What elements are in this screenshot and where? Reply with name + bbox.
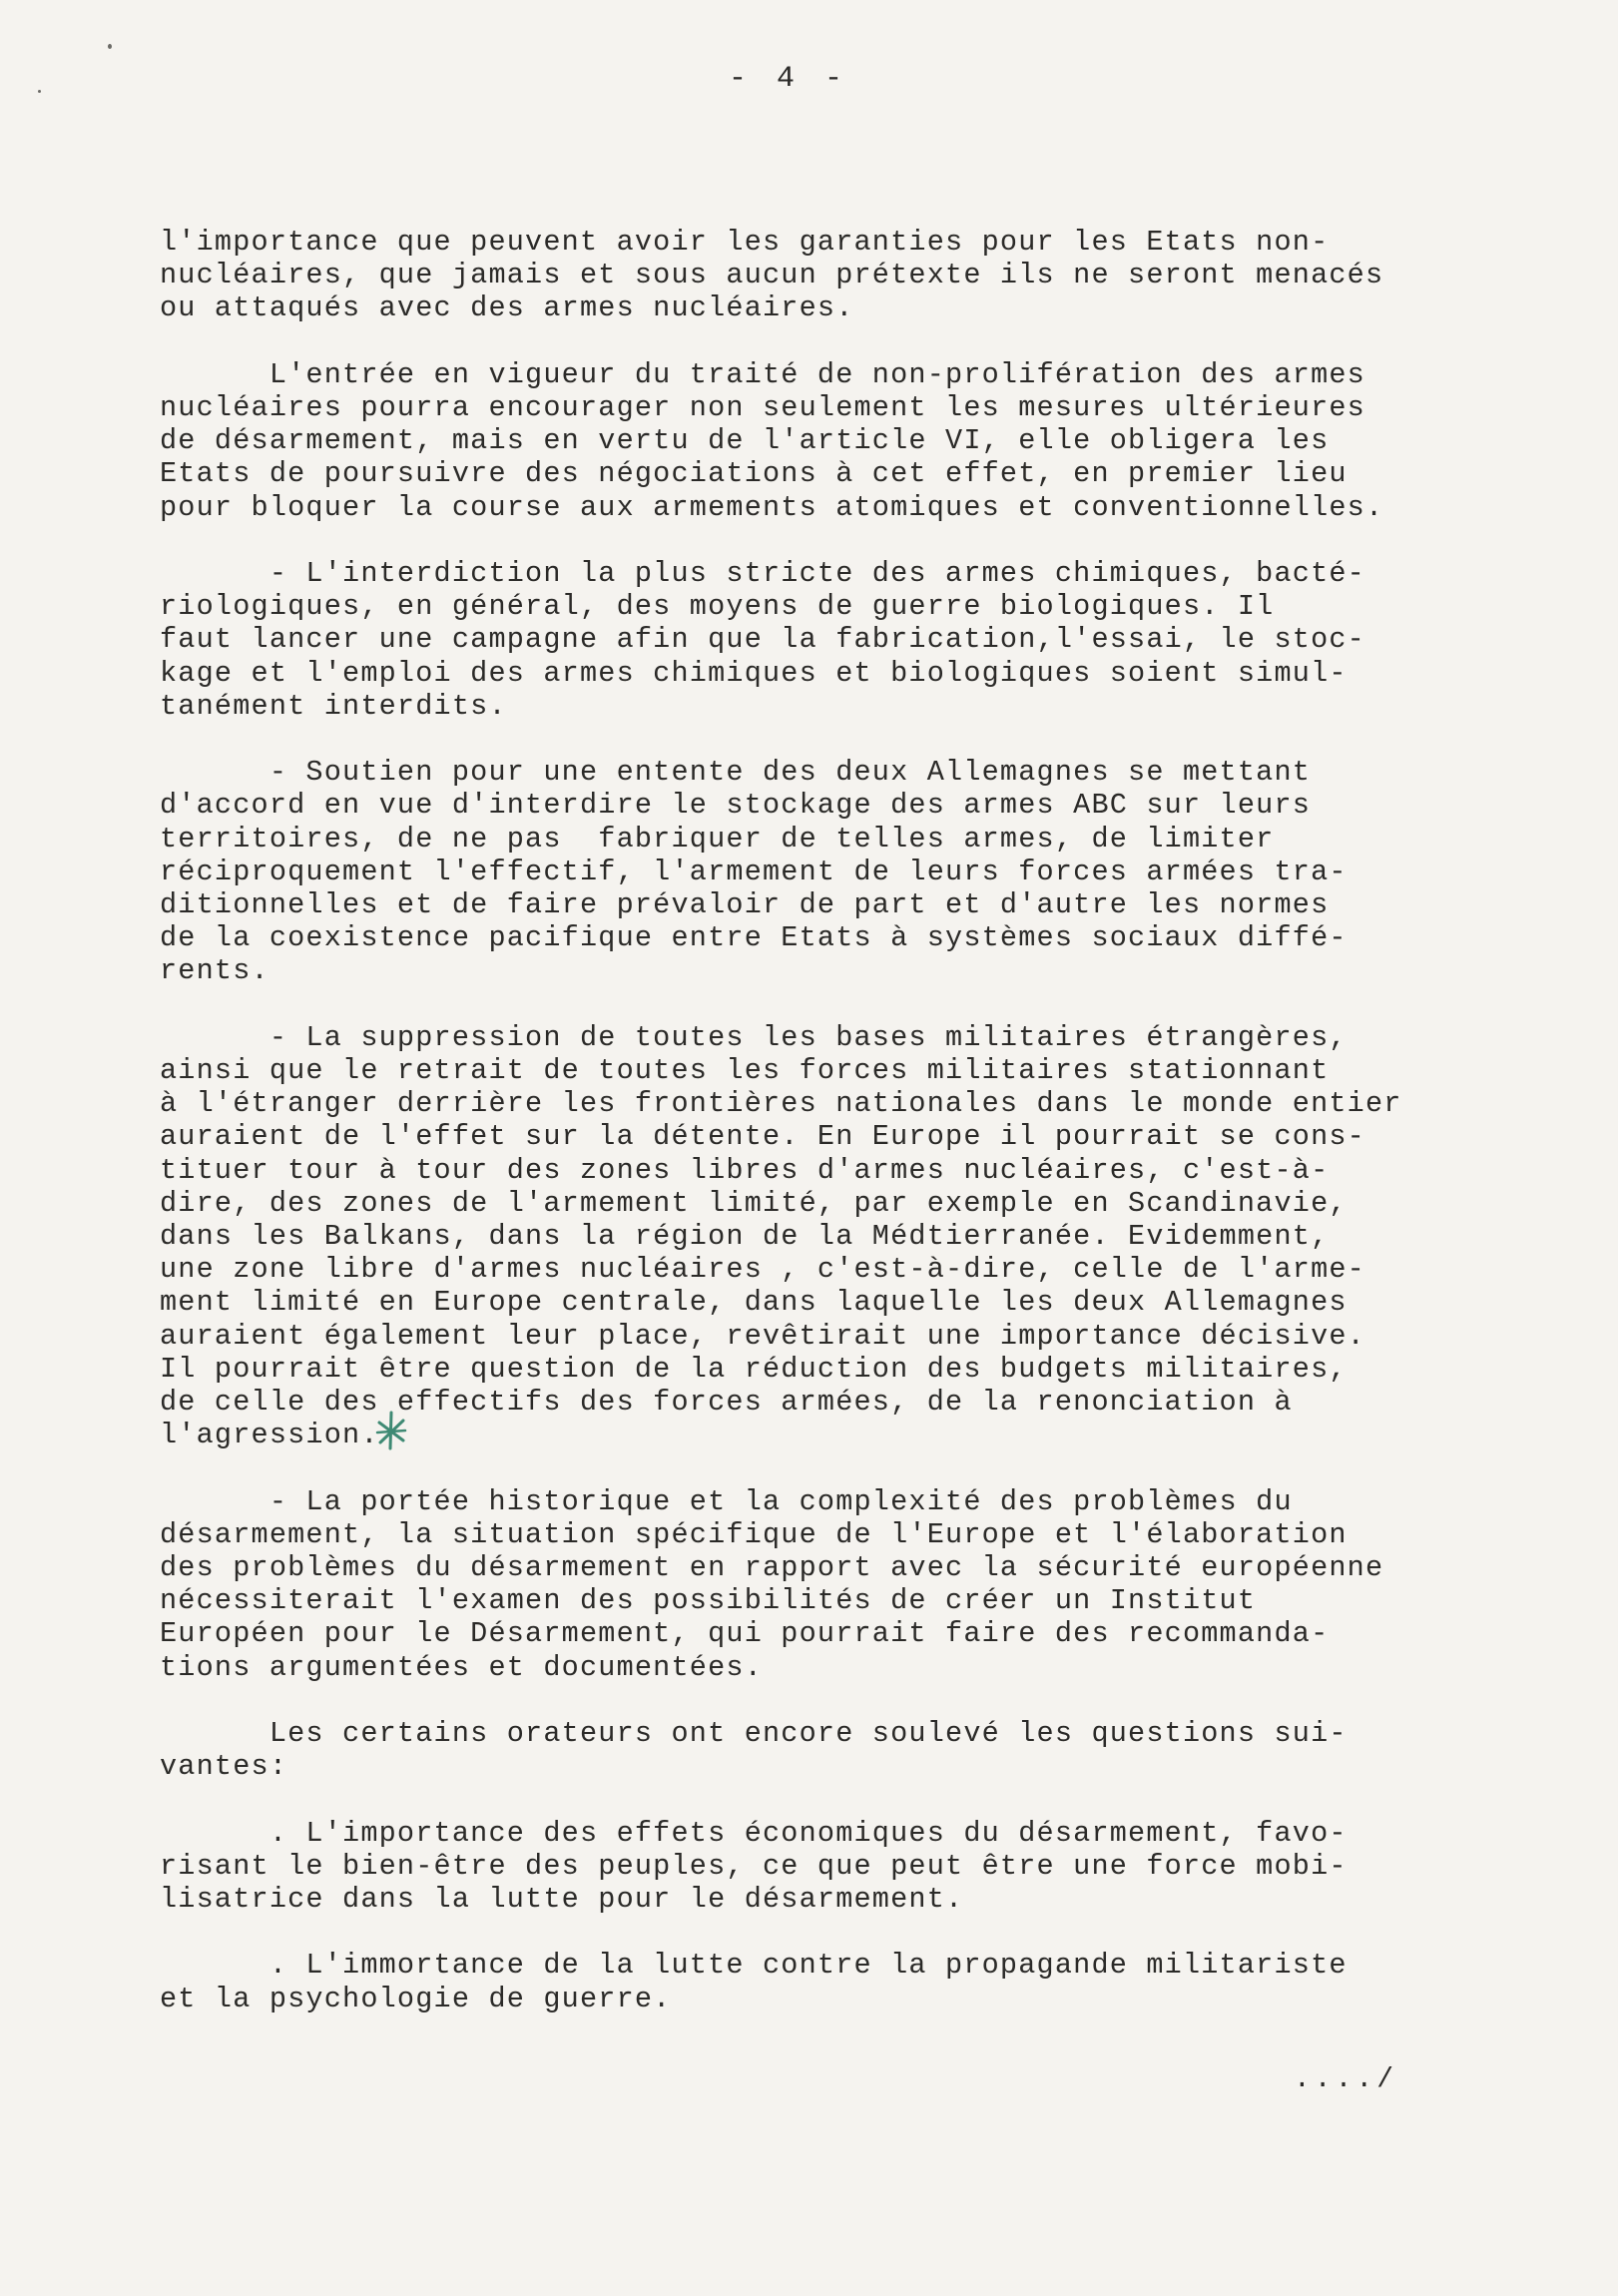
text-line: riologiques, en général, des moyens de guerre biologiques. Il xyxy=(160,590,1275,624)
text-line: risant le bien-être des peuples, ce que peut être une force mobi- xyxy=(160,1849,1348,1883)
text-line: tituer tour à tour des zones libres d'armes nucléaires, c'est-à- xyxy=(160,1153,1330,1187)
text-line: et la psychologie de guerre. xyxy=(160,1982,672,2015)
paragraph xyxy=(160,358,1577,524)
text-line: tanément interdits. xyxy=(160,689,507,723)
text-line: ou attaqués avec des armes nucléaires. xyxy=(160,291,854,325)
text-line: - Soutien pour une entente des deux Allemagnes se mettant xyxy=(160,756,1312,790)
text-line: nucléaires, que jamais et sous aucun prétexte ils ne seront menacés xyxy=(160,259,1384,292)
text-line: dire, des zones de l'armement limité, par exemple en Scandinavie, xyxy=(160,1186,1348,1220)
paragraph xyxy=(160,226,1577,325)
text-line: . L'immortance de la lutte contre la propagande militariste xyxy=(160,1949,1348,1983)
text-line: réciproquement l'effectif, l'armement de leurs forces armées tra- xyxy=(160,855,1348,888)
text-line: une zone libre d'armes nucléaires , c'est-à-dire, celle de l'arme- xyxy=(160,1253,1365,1287)
text-line: ainsi que le retrait de toutes les forces militaires stationnant xyxy=(160,1054,1330,1088)
text-line: d'accord en vue d'interdire le stockage des armes ABC sur leurs xyxy=(160,789,1312,823)
text-line: de celle des effectifs des forces armées, de la renonciation à xyxy=(160,1386,1293,1420)
paper-speck xyxy=(108,44,112,49)
text-line: Européen pour le Désarmement, qui pourrait faire des recommanda- xyxy=(160,1617,1330,1651)
text-line: . L'importance des effets économiques du désarmement, favo- xyxy=(160,1816,1348,1850)
text-line: nécessiterait l'examen des possibilités de créer un Institut xyxy=(160,1584,1257,1618)
paragraph xyxy=(160,1021,1577,1452)
text-line: ditionnelles et de faire prévaloir de part et d'autre les normes xyxy=(160,888,1330,922)
text-line: Les certains orateurs ont encore soulevé les questions sui- xyxy=(160,1717,1348,1751)
body-text xyxy=(160,226,1577,2048)
text-line: - La portée historique et la complexité des problèmes du xyxy=(160,1484,1293,1518)
text-line: de désarmement, mais en vertu de l'article VI, elle obligera les xyxy=(160,424,1330,458)
text-line: Etats de poursuivre des négociations à cet effet, en premier lieu xyxy=(160,457,1348,491)
text-line: - L'interdiction la plus stricte des armes chimiques, bacté- xyxy=(160,557,1365,590)
text-line: nucléaires pourra encourager non seulement les mesures ultérieures xyxy=(160,391,1365,424)
text-line: ment limité en Europe centrale, dans laquelle les deux Allemagnes xyxy=(160,1286,1348,1320)
text-line: de la coexistence pacifique entre Etats à systèmes sociaux diffé- xyxy=(160,921,1348,955)
text-line: tions argumentées et documentées. xyxy=(160,1650,763,1684)
text-line: rents. xyxy=(160,954,270,988)
text-line: l'importance que peuvent avoir les garanties pour les Etats non- xyxy=(160,226,1330,259)
text-line: auraient également leur place, revêtirait une importance décisive. xyxy=(160,1319,1365,1353)
text-line: désarmement, la situation spécifique de l'Europe et l'élaboration xyxy=(160,1517,1348,1551)
text-line: des problèmes du désarmement en rapport avec la sécurité européenne xyxy=(160,1551,1384,1585)
text-line: l'agression. xyxy=(160,1419,1577,1451)
text-line: pour bloquer la course aux armements atomiques et conventionnelles. xyxy=(160,490,1384,524)
text-line: dans les Balkans, dans la région de la Médtierranée. Evidemment, xyxy=(160,1220,1330,1254)
text-line: L'entrée en vigueur du traité de non-prolifération des armes xyxy=(160,357,1365,391)
text-line: Il pourrait être question de la réduction des budgets militaires, xyxy=(160,1352,1348,1386)
paragraph xyxy=(160,756,1577,987)
text-line: kage et l'emploi des armes chimiques et biologiques soient simul- xyxy=(160,656,1348,690)
paragraph xyxy=(160,1717,1577,1783)
text-line: faut lancer une campagne afin que la fabrication,l'essai, le stoc- xyxy=(160,623,1365,657)
text-line: à l'étranger derrière les frontières nationales dans le monde entier xyxy=(160,1087,1402,1121)
page-number: - 4 - xyxy=(728,62,848,96)
paragraph xyxy=(160,1485,1577,1684)
paragraph xyxy=(160,1817,1577,1917)
text-line: territoires, de ne pas fabriquer de telles armes, de limiter xyxy=(160,822,1275,856)
green-asterisk-icon xyxy=(373,1419,403,1448)
paragraph xyxy=(160,1949,1577,2014)
continuation-mark: ..../ xyxy=(1294,2064,1398,2095)
text-line: - La suppression de toutes les bases militaires étrangères, xyxy=(160,1020,1348,1054)
paragraph xyxy=(160,557,1577,723)
text-line: auraient de l'effet sur la détente. En Europe il pourrait se cons- xyxy=(160,1120,1365,1154)
text-line: lisatrice dans la lutte pour le désarmement. xyxy=(160,1883,964,1917)
text-line: vantes: xyxy=(160,1750,288,1784)
